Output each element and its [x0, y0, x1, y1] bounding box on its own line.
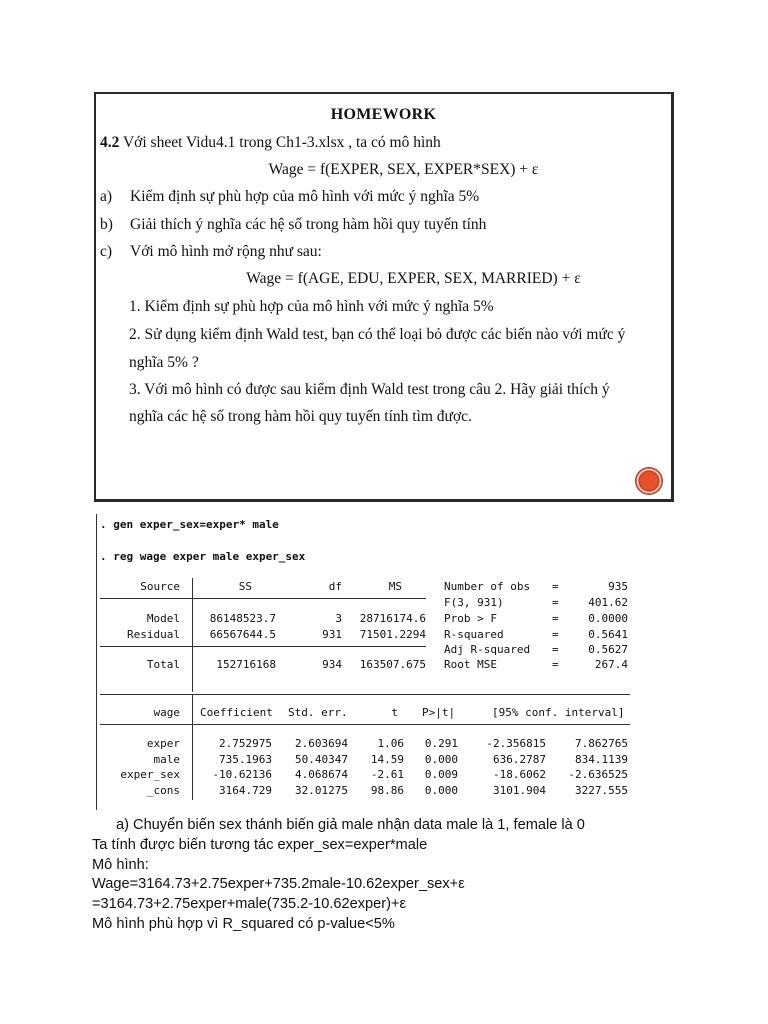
record-button-icon[interactable] — [636, 468, 662, 494]
coef-ci-low: -18.6062 — [493, 768, 546, 781]
model-1-equation: Wage = f(EXPER, SEX, EXPER*SEX) + ε — [268, 161, 539, 178]
item-c2-line2: nghĩa 5% ? — [129, 354, 199, 371]
item-c-text: Với mô hình mở rộng như sau: — [130, 243, 322, 260]
coef-value: -10.62136 — [212, 768, 272, 781]
coef-p: 0.009 — [424, 768, 458, 781]
answer-conclusion: Mô hình phù hợp vì R_squared có p-value<5% — [92, 915, 395, 932]
anova-row-df: 3 — [335, 612, 342, 625]
coef-se: 50.40347 — [295, 753, 348, 766]
anova-total-rule — [100, 646, 426, 647]
answer-equation: Wage=3164.73+2.75exper+735.2male-10.62exper_sex+ε — [92, 876, 465, 893]
stata-command-reg: . reg wage exper male exper_sex — [100, 550, 306, 563]
stat-value: 267.4 — [594, 658, 628, 671]
homework-slide — [94, 92, 674, 502]
coef-header-rule — [100, 724, 630, 725]
anova-header-df: df — [328, 580, 342, 593]
coef-header-coef: Coefficient — [200, 706, 273, 719]
coef-var: exper — [146, 737, 180, 750]
answer-line: Mô hình: — [92, 856, 149, 873]
coef-ci-low: 3101.904 — [493, 784, 546, 797]
coef-var: exper_sex — [120, 768, 180, 781]
stat-value: 935 — [608, 580, 628, 593]
stat-eq: = — [552, 612, 559, 625]
item-c-label: c) — [100, 243, 113, 260]
coef-se: 4.068674 — [295, 768, 348, 781]
coef-value: 735.1963 — [219, 753, 272, 766]
anova-header-ss: SS — [238, 580, 252, 593]
model-2-equation: Wage = f(AGE, EDU, EXPER, SEX, MARRIED) + ε — [246, 270, 581, 287]
coef-ci-high: 834.1139 — [575, 753, 628, 766]
stata-output — [96, 514, 636, 810]
coef-header-p: P>|t| — [422, 706, 456, 719]
stat-value: 0.0000 — [588, 612, 628, 625]
anova-row-label: Total — [146, 658, 180, 671]
stat-value: 0.5627 — [588, 643, 628, 656]
stat-value: 0.5641 — [588, 628, 628, 641]
coef-p: 0.291 — [424, 737, 458, 750]
coef-t: 1.06 — [377, 737, 404, 750]
anova-row-ss: 86148523.7 — [209, 612, 276, 625]
coef-divider — [192, 694, 193, 800]
stata-command-gen: . gen exper_sex=exper* male — [100, 518, 279, 531]
coef-value: 3164.729 — [219, 784, 272, 797]
stat-label: Adj R-squared — [444, 643, 531, 656]
item-a-text: Kiểm định sự phù hợp của mô hình với mức ý nghĩa 5% — [130, 188, 480, 205]
anova-divider — [192, 578, 193, 692]
stat-label: Number of obs — [444, 580, 531, 593]
stat-label: Root MSE — [444, 658, 497, 671]
item-b — [100, 216, 487, 234]
answer-equation: =3164.73+2.75exper+male(735.2-10.62exper)+ε — [92, 896, 407, 913]
anova-row-ss: 66567644.5 — [209, 628, 276, 641]
anova-row-df: 931 — [322, 628, 342, 641]
coef-se: 2.603694 — [295, 737, 348, 750]
coef-ci-low: 636.2787 — [493, 753, 546, 766]
anova-row-ms: 28716174.6 — [359, 612, 426, 625]
anova-row-label: Model — [146, 612, 180, 625]
homework-title: HOMEWORK — [330, 106, 437, 123]
coef-var: _cons — [146, 784, 180, 797]
question-intro — [100, 134, 441, 152]
stat-eq: = — [552, 628, 559, 641]
coef-ci-high: -2.636525 — [568, 768, 628, 781]
answer-line: Ta tính được biến tương tác exper_sex=exper*male — [92, 836, 428, 853]
item-a — [100, 188, 480, 206]
coef-t: 98.86 — [370, 784, 404, 797]
item-b-text: Giải thích ý nghĩa các hệ số trong hàm hồi quy tuyến tính — [130, 216, 487, 233]
anova-row-label: Residual — [127, 628, 180, 641]
coef-header-se: Std. err. — [288, 706, 348, 719]
stat-eq: = — [552, 658, 559, 671]
anova-row-ms: 71501.2294 — [359, 628, 426, 641]
stat-label: Prob > F — [444, 612, 497, 625]
item-a-label: a) — [100, 188, 113, 205]
anova-row-ms: 163507.675 — [359, 658, 426, 671]
margin-line — [96, 514, 97, 810]
question-number: 4.2 — [100, 134, 120, 151]
coef-ci-high: 3227.555 — [575, 784, 628, 797]
item-c3-line2: nghĩa các hệ số trong hàm hồi quy tuyến tính tìm được. — [129, 408, 472, 425]
coef-ci-low: -2.356815 — [486, 737, 546, 750]
anova-header-source: Source — [140, 580, 180, 593]
anova-header-rule — [100, 598, 426, 599]
stat-label: R-squared — [444, 628, 504, 641]
answer-text — [92, 816, 712, 935]
coef-p: 0.000 — [424, 753, 458, 766]
question-intro-text: Với sheet Vidu4.1 trong Ch1-3.xlsx , ta có mô hình — [119, 134, 441, 151]
stat-eq: = — [552, 596, 559, 609]
item-b-label: b) — [100, 216, 113, 233]
coef-p: 0.000 — [424, 784, 458, 797]
anova-header-ms: MS — [388, 580, 402, 593]
anova-row-df: 934 — [322, 658, 342, 671]
item-c — [100, 243, 322, 261]
coef-top-rule — [100, 694, 630, 695]
coef-t: -2.61 — [370, 768, 404, 781]
stat-eq: = — [552, 580, 559, 593]
coef-header-ci: [95% conf. interval] — [492, 706, 625, 719]
coef-header-t: t — [391, 706, 398, 719]
stat-label: F(3, 931) — [444, 596, 504, 609]
anova-row-ss: 152716168 — [216, 658, 276, 671]
stat-value: 401.62 — [588, 596, 628, 609]
coef-t: 14.59 — [370, 753, 404, 766]
coef-value: 2.752975 — [219, 737, 272, 750]
item-c1: 1. Kiểm định sự phù hợp của mô hình với mức ý nghĩa 5% — [129, 298, 494, 315]
coef-var: male — [153, 753, 180, 766]
coef-se: 32.01275 — [295, 784, 348, 797]
stat-eq: = — [552, 643, 559, 656]
item-c2-line1: 2. Sử dụng kiểm định Wald test, bạn có thể loại bỏ được các biến nào với mức ý — [129, 326, 626, 343]
coef-header-var: wage — [153, 706, 180, 719]
answer-line-a: a) Chuyển biến sex thánh biến giả male nhận data male là 1, female là 0 — [116, 817, 585, 833]
coef-ci-high: 7.862765 — [575, 737, 628, 750]
item-c3-line1: 3. Với mô hình có được sau kiểm định Wald test trong câu 2. Hãy giải thích ý — [129, 381, 610, 398]
